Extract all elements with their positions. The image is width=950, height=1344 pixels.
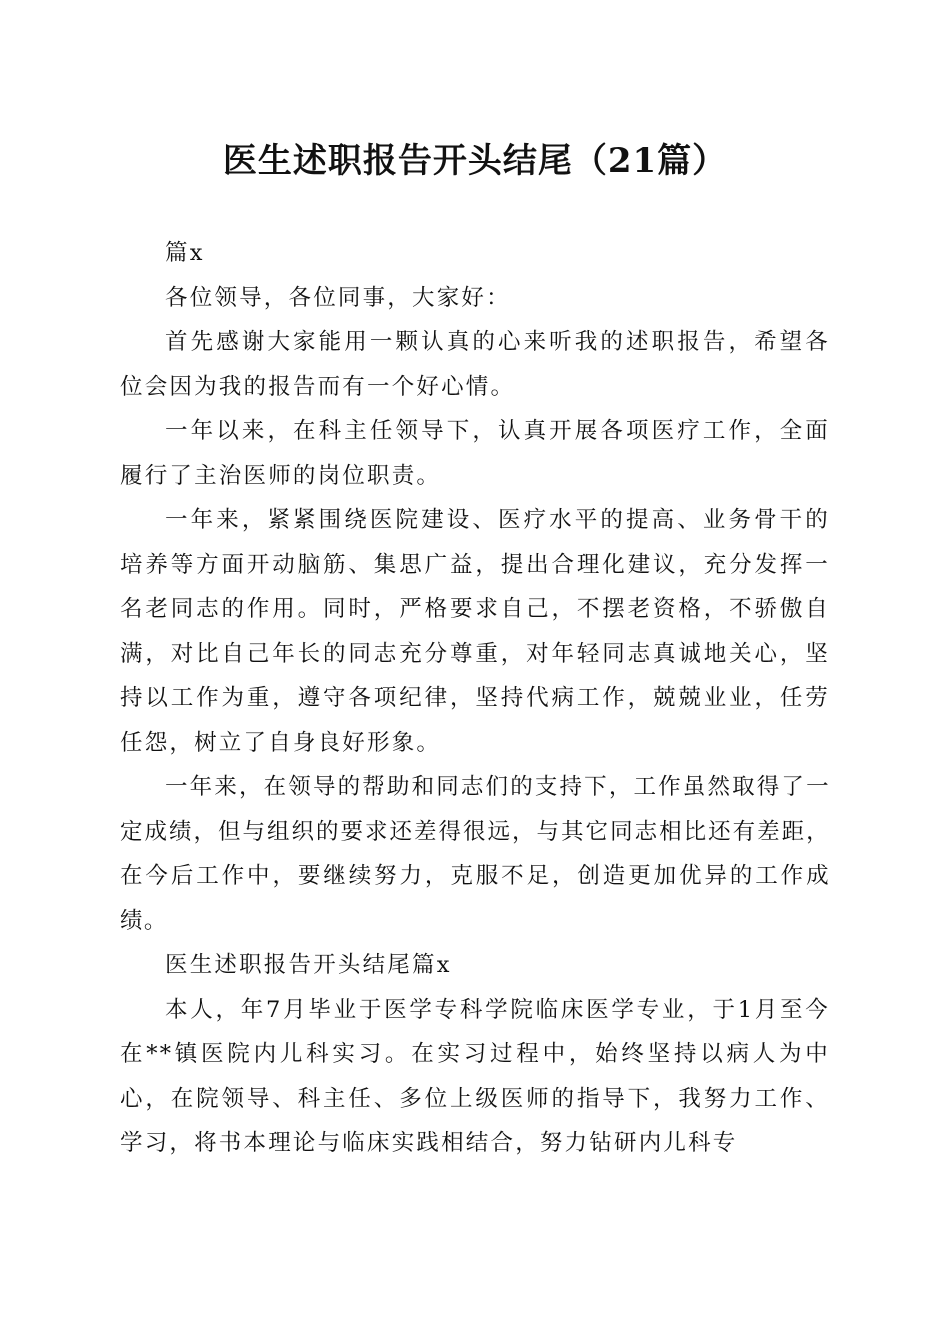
document-title: 医生述职报告开头结尾（21篇） (222, 141, 728, 181)
paragraph-year-work: 一年来，紧紧围绕医院建设、医疗水平的提高、业务骨干的培养等方面开动脑筋、集思广益，提出合理化建议，充分发挥一名老同志的作用。同时，严格要求自己，不摆老资格，不骄傲自满，对比自己年长的同志充分尊重，对年轻同志真诚地关心，坚持以工作为重，遵守各项纪律，坚持代病工作，兢兢业业，任劳任怨，树立了自身良好形象。 (120, 507, 830, 756)
paragraph-section-label-2: 医生述职报告开头结尾篇x (165, 952, 452, 978)
paragraph-section-label-1: 篇x (165, 240, 205, 266)
paragraph-year-summary: 一年来，在领导的帮助和同志们的支持下，工作虽然取得了一定成绩，但与组织的要求还差得很远，与其它同志相比还有差距，在今后工作中，要继续努力，克服不足，创造更加优异的工作成绩。 (120, 774, 830, 934)
paragraph-internship: 本人，年7月毕业于医学专科学院临床医学专业，于1月至今在**镇医院内儿科实习。在实习过程中，始终坚持以病人为中心，在院领导、科主任、多位上级医师的指导下，我努力工作、学习，将书本理论与临床实践相结合，努力钻研内儿科专 (120, 996, 830, 1156)
paragraph-year-overview: 一年以来，在科主任领导下，认真开展各项医疗工作，全面履行了主治医师的岗位职责。 (120, 418, 830, 489)
document-body (120, 231, 830, 1166)
paragraph-greeting: 各位领导，各位同事，大家好： (165, 284, 511, 311)
paragraph-thanks: 首先感谢大家能用一颗认真的心来听我的述职报告，希望各位会因为我的报告而有一个好心情。 (120, 329, 830, 400)
